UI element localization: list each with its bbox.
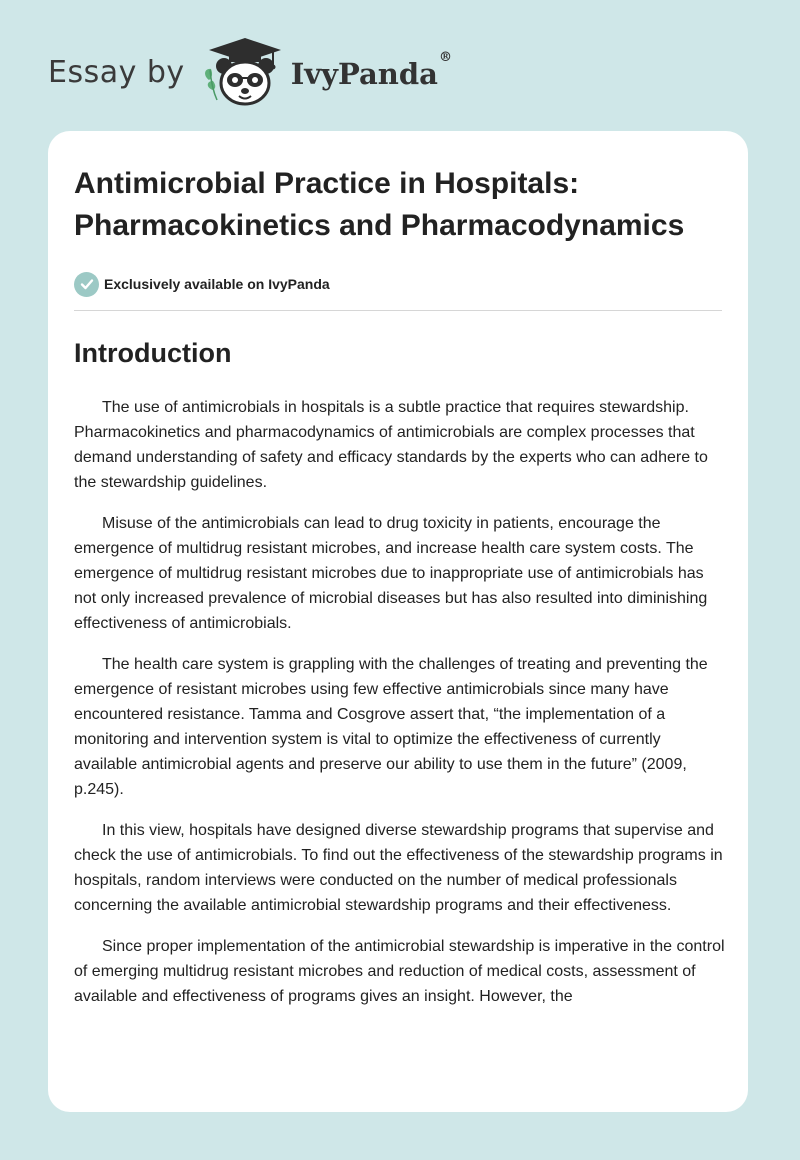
paragraph: The health care system is grappling with the challenges of treating and preventing the emergence of resistant microbes using few effective antimicrobials since many have encountered resistance. Tamma and Cosgrove assert that, “the implementation of a monitoring and intervention system is vital to optimize the effectiveness of currently available antimicrobial agents and preserve our ability to use them in the future” (2009, p.245). <box>74 656 708 798</box>
paragraph: The use of antimicrobials in hospitals is a subtle practice that requires stewardship. Pharmacokinetics and pharmacodynamics of antimicrobials are complex processes that demand understanding of safety and efficacy standards by the experts who can adhere to the stewardship guidelines. <box>74 399 708 491</box>
paragraph: Since proper implementation of the antimicrobial stewardship is imperative in the control of emerging multidrug resistant microbes and reduction of medical costs, assessment of available and effectiveness of programs gives an insight. However, the <box>74 938 725 1005</box>
panda-logo-icon <box>201 36 289 108</box>
section-heading-introduction: Introduction <box>74 338 232 368</box>
essay-by-label: Essay by <box>48 54 185 90</box>
paragraph: In this view, hospitals have designed diverse stewardship programs that supervise and check the use of antimicrobials. To find out the effectiveness of the stewardship programs in hospitals, random interviews were conducted on the number of medical professionals concerning the available antimicrobial stewardship programs and their effectiveness. <box>74 822 723 914</box>
article-title: Antimicrobial Practice in Hospitals: Pharmacokinetics and Pharmacodynamics <box>74 167 685 242</box>
registered-mark: ® <box>438 50 452 66</box>
article-body <box>74 395 725 1009</box>
checkmark-icon <box>80 277 94 291</box>
article-card <box>48 131 748 1112</box>
check-circle-icon <box>74 272 99 297</box>
brand-name-text: IvyPanda <box>290 57 438 91</box>
brand-name <box>290 50 452 91</box>
site-header <box>48 36 452 108</box>
divider <box>74 310 722 311</box>
paragraph: Misuse of the antimicrobials can lead to drug toxicity in patients, encourage the emergence of multidrug resistant microbes, and increase health care system costs. The emergence of multidrug resistant microbes due to inappropriate use of antimicrobials has not only increased prevalence of microbial diseases but has also resulted into diminishing effectiveness of antimicrobials. <box>74 515 708 632</box>
exclusive-badge <box>74 271 722 297</box>
exclusive-badge-text: Exclusively available on IvyPanda <box>104 276 330 292</box>
